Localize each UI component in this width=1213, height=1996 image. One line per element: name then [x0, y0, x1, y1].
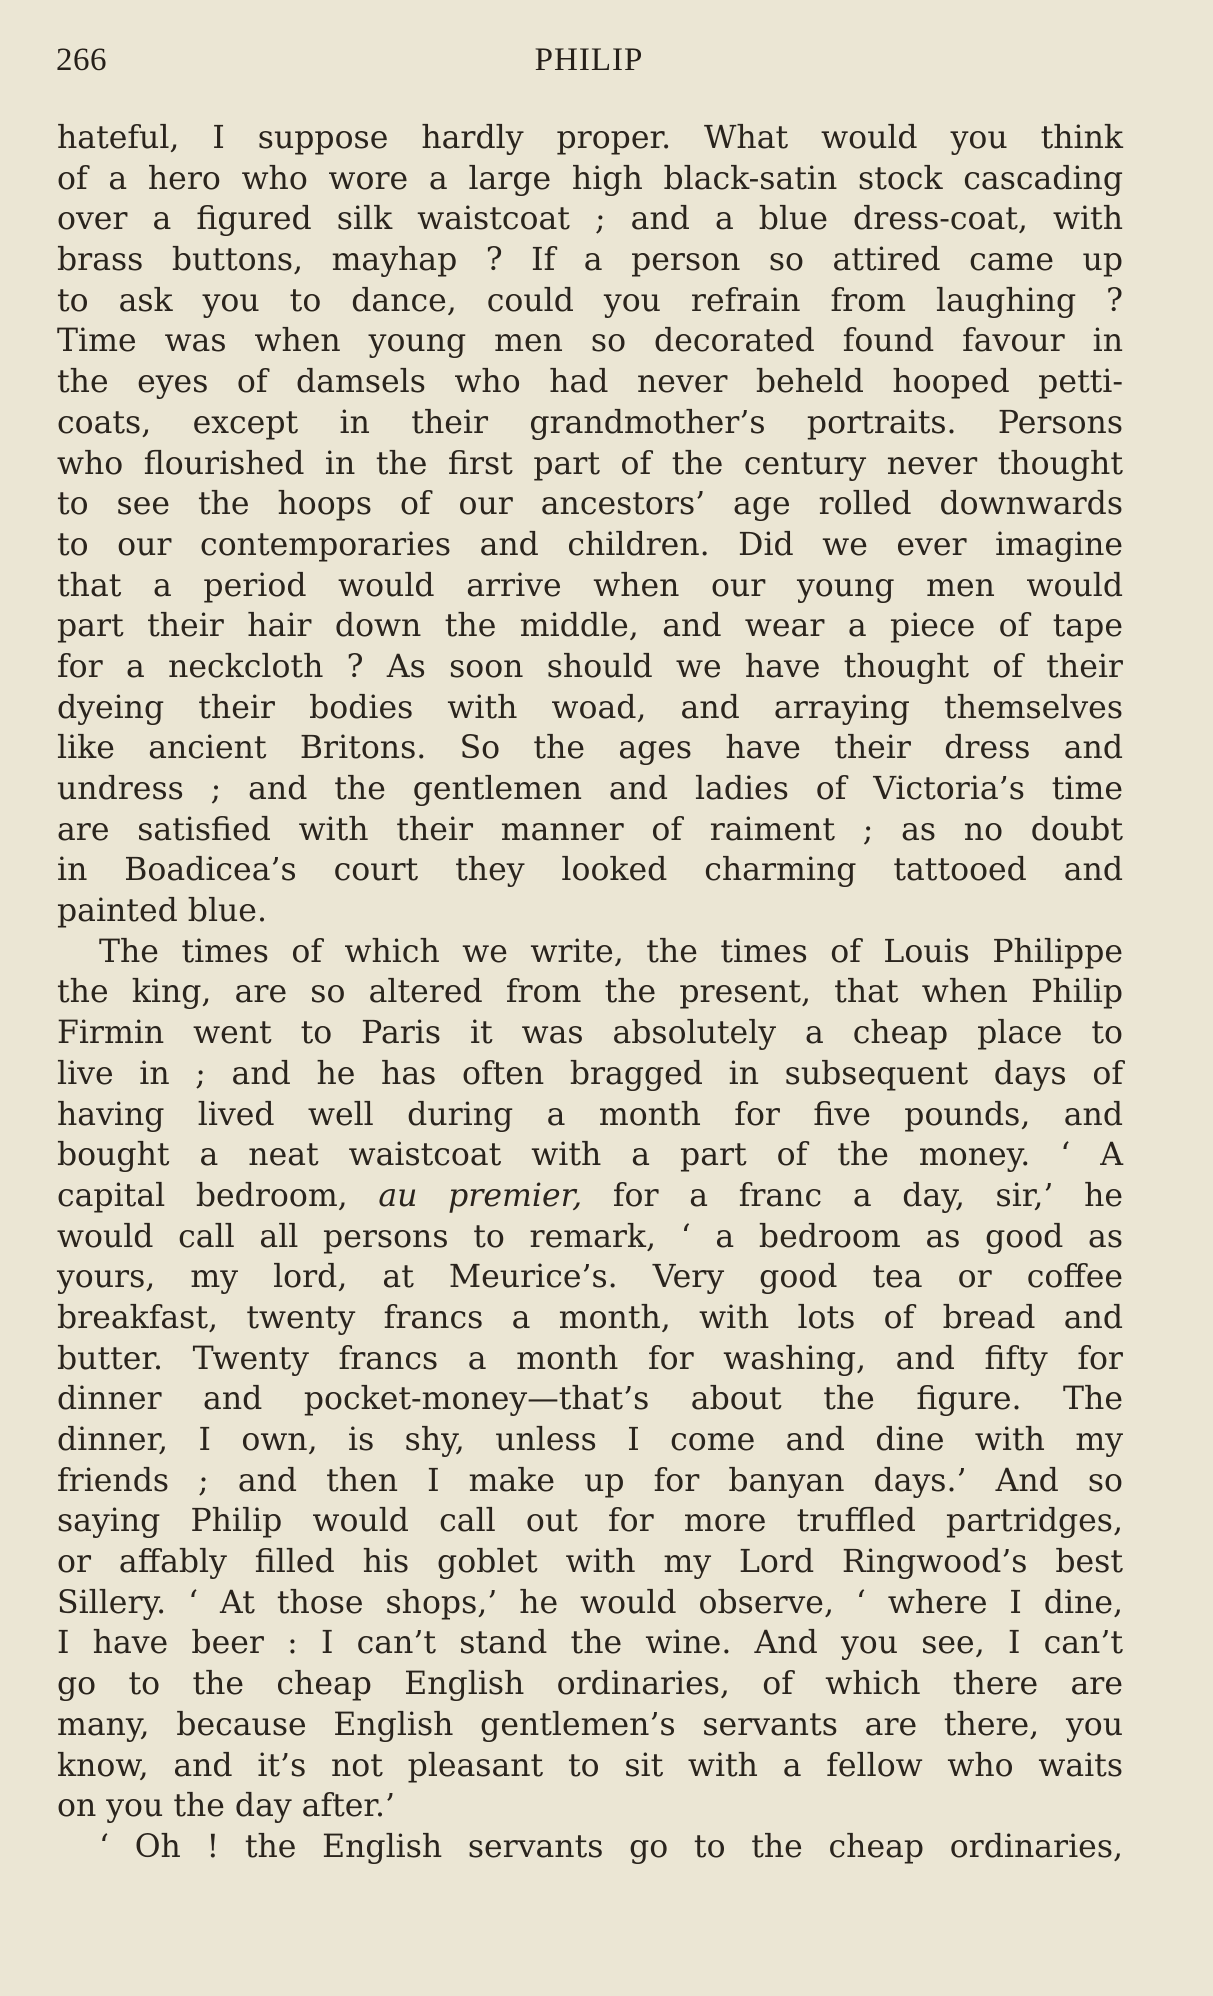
text-line: having lived well during a month for five pounds, and	[57, 1096, 1123, 1133]
text-line: butter. Twenty francs a month for washing, and fifty for	[57, 1340, 1123, 1377]
text-line: Sillery. ‘ At those shops,’ he would observe, ‘ where I dine,	[57, 1584, 1123, 1621]
paragraph-start-line: The times of which we write, the times of Louis Philippe	[99, 933, 1123, 970]
text-line: saying Philip would call out for more truffled partridges,	[57, 1503, 1123, 1540]
text-line: I have beer : I can’t stand the wine. And you see, I can’t	[57, 1625, 1123, 1662]
text-line: yours, my lord, at Meurice’s. Very good tea or coffee	[57, 1259, 1123, 1296]
text-segment: for a franc a day, sir,’ he	[612, 1177, 1124, 1214]
text-line: friends ; and then I make up for banyan days.’ And so	[57, 1462, 1123, 1499]
text-line: coats, except in their grandmother’s portraits. Persons	[57, 404, 1123, 441]
text-line: part their hair down the middle, and wear a piece of tape	[57, 608, 1123, 645]
text-line: Time was when young men so decorated found favour in	[57, 323, 1123, 360]
text-line: bought a neat waistcoat with a part of the money. ‘ A	[57, 1137, 1123, 1174]
text-line-with-italic	[57, 1176, 1123, 1217]
text-line: for a neckcloth ? As soon should we have thought of their	[57, 648, 1123, 685]
paragraph-start-line: ‘ Oh ! the English servants go to the cheap ordinaries,	[99, 1828, 1123, 1865]
body-text	[57, 118, 1123, 1868]
text-line: go to the cheap English ordinaries, of which there are	[57, 1666, 1123, 1703]
text-line: many, because English gentlemen’s servants are there, you	[57, 1706, 1123, 1743]
text-line: know, and it’s not pleasant to sit with a fellow who waits	[57, 1747, 1123, 1784]
text-line: to our contemporaries and children. Did we ever imagine	[57, 526, 1123, 563]
text-line: are satisfied with their manner of raiment ; as no doubt	[57, 811, 1123, 848]
text-line: that a period would arrive when our young men would	[57, 567, 1123, 604]
text-line: to see the hoops of our ancestors’ age rolled downwards	[57, 486, 1123, 523]
text-line: brass buttons, mayhap ? If a person so attired came up	[57, 242, 1123, 279]
text-line: the king, are so altered from the present, that when Philip	[57, 974, 1123, 1011]
text-line: or affably filled his goblet with my Lord Ringwood’s best	[57, 1544, 1123, 1581]
text-line: dyeing their bodies with woad, and arraying themselves	[57, 689, 1123, 726]
text-line: would call all persons to remark, ‘ a bedroom as good as	[57, 1218, 1123, 1255]
text-line: who flourished in the first part of the century never thought	[57, 445, 1123, 482]
text-line: like ancient Britons. So the ages have their dress and	[57, 730, 1123, 767]
paragraph-end-line: painted blue.	[57, 893, 267, 930]
text-line: dinner, I own, is shy, unless I come and dine with my	[57, 1422, 1123, 1458]
text-line: to ask you to dance, could you refrain from laughing ?	[57, 282, 1123, 319]
text-line: live in ; and he has often bragged in subsequent days of	[57, 1055, 1123, 1092]
paragraph-end-line: on you the day after.’	[57, 1788, 396, 1825]
text-line: dinner and pocket-money—that’s about the figure. The	[57, 1381, 1123, 1418]
text-line: over a figured silk waistcoat ; and a blue dress-coat, with	[57, 201, 1123, 238]
text-line: undress ; and the gentlemen and ladies of Victoria’s time	[57, 771, 1123, 807]
text-line: the eyes of damsels who had never beheld hooped petti-	[57, 364, 1123, 401]
running-title: PHILIP	[534, 42, 644, 78]
text-line: breakfast, twenty francs a month, with lots of bread and	[57, 1299, 1123, 1336]
text-line: in Boadicea’s court they looked charming tattooed and	[57, 852, 1123, 889]
text-line: Firmin went to Paris it was absolutely a cheap place to	[57, 1015, 1123, 1052]
text-line: hateful, I suppose hardly proper. What would you think	[57, 120, 1123, 156]
italic-phrase: au premier,	[378, 1177, 583, 1214]
text-segment: capital bedroom,	[57, 1177, 348, 1214]
running-head	[56, 42, 1122, 82]
page-number: 266	[56, 42, 107, 78]
text-line: of a hero who wore a large high black-satin stock cascading	[57, 160, 1123, 197]
